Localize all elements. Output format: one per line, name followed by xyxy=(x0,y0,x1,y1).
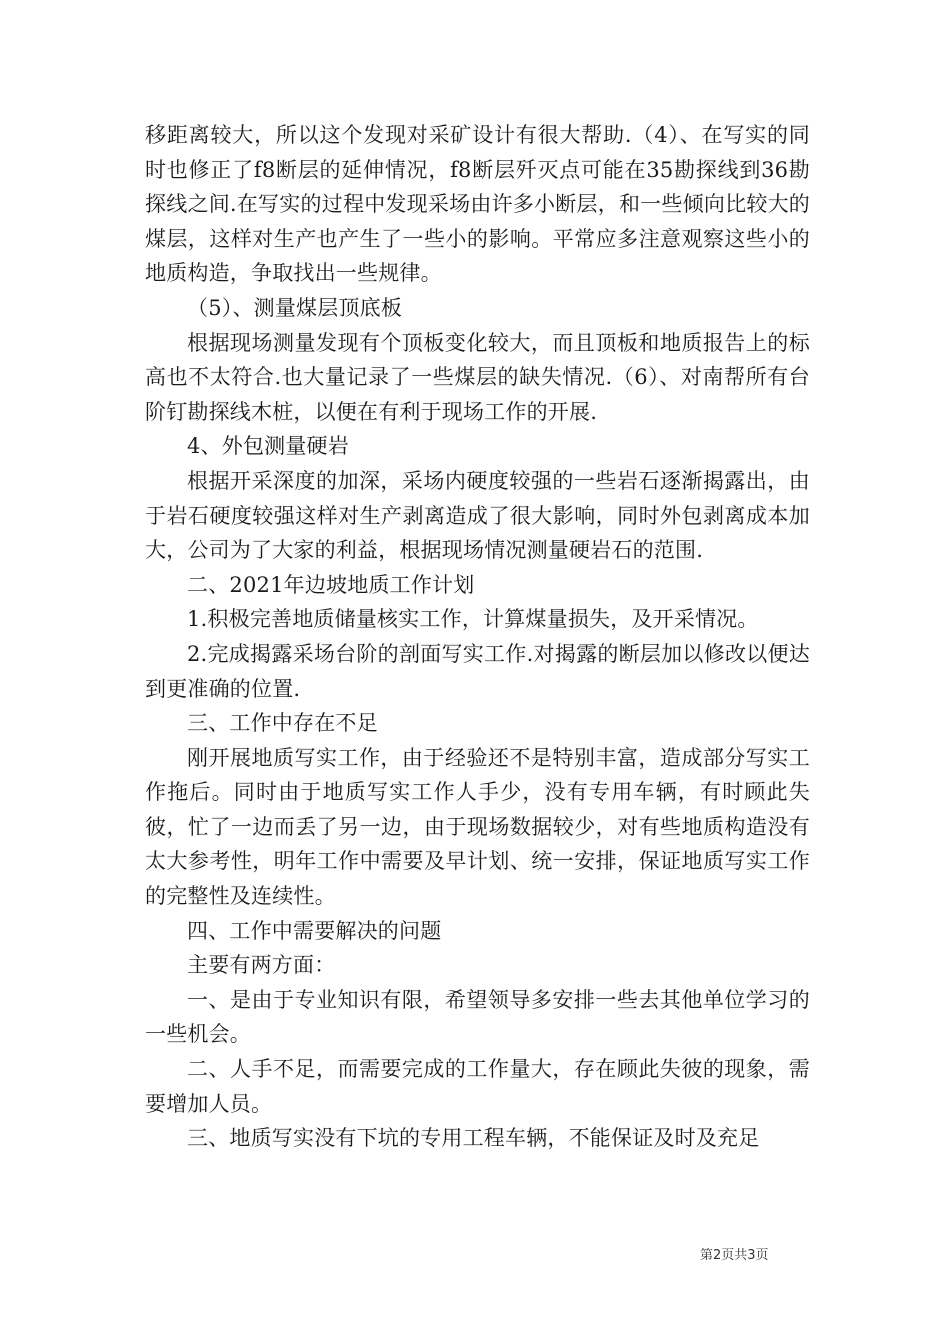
paragraph-4: 4、外包测量硬岩 xyxy=(187,434,349,459)
paragraph-10: 刚开展地质写实工作，由于经验还不是特别丰富，造成部分写实工作拖后。同时由于地质写实工作人手少，没有专用车辆，有时顾此失彼，忙了一边而丢了另一边，由于现场数据较少，对有些地质构造没有太大参考性，明年工作中需要及早计划、统一安排，保证地质写实工作的完整性及连续性。 xyxy=(145,745,810,909)
paragraph-7: 1.积极完善地质储量核实工作，计算煤量损失，及开采情况。 xyxy=(187,607,759,632)
paragraph-13: 一、是由于专业知识有限，希望领导多安排一些去其他单位学习的一些机会。 xyxy=(145,987,810,1047)
paragraph-1: 移距离较大，所以这个发现对采矿设计有很大帮助.（4）、在写实的同时也修正了f8断层的延伸情况，f8断层歼灭点可能在35勘探线到36勘探线之间.在写实的过程中发现采场由许多小断层，和一些倾向比较大的煤层，这样对生产也产生了一些小的影响。平常应多注意观察这些小的地质构造，争取找出一些规律。 xyxy=(145,123,810,286)
paragraph-3: 根据现场测量发现有个顶板变化较大，而且顶板和地质报告上的标高也不太符合.也大量记录了一些煤层的缺失情况.（6）、对南帮所有台阶钉勘探线木桩，以便在有利于现场工作的开展. xyxy=(145,330,810,424)
paragraph-15: 三、地质写实没有下坑的专用工程车辆，不能保证及时及充足 xyxy=(187,1126,760,1151)
section-heading-3: 三、工作中存在不足 xyxy=(187,711,378,736)
paragraph-2: （5）、测量煤层顶底板 xyxy=(187,295,403,320)
page-number-footer: 第2页共3页 xyxy=(700,1248,769,1263)
section-heading-2: 二、2021年边坡地质工作计划 xyxy=(187,572,475,597)
section-heading-4: 四、工作中需要解决的问题 xyxy=(187,918,442,943)
paragraph-14: 二、人手不足，而需要完成的工作量大，存在顾此失彼的现象，需要增加人员。 xyxy=(145,1057,810,1116)
paragraph-12: 主要有两方面： xyxy=(187,953,336,978)
paragraph-5: 根据开采深度的加深，采场内硬度较强的一些岩石逐渐揭露出，由于岩石硬度较强这样对生产剥离造成了很大影响，同时外包剥离成本加大，公司为了大家的利益，根据现场情况测量硬岩石的范围. xyxy=(145,468,810,563)
paragraph-8: 2.完成揭露采场台阶的剖面写实工作.对揭露的断层加以修改以便达到更准确的位置. xyxy=(145,641,810,701)
document-body xyxy=(145,118,810,1156)
